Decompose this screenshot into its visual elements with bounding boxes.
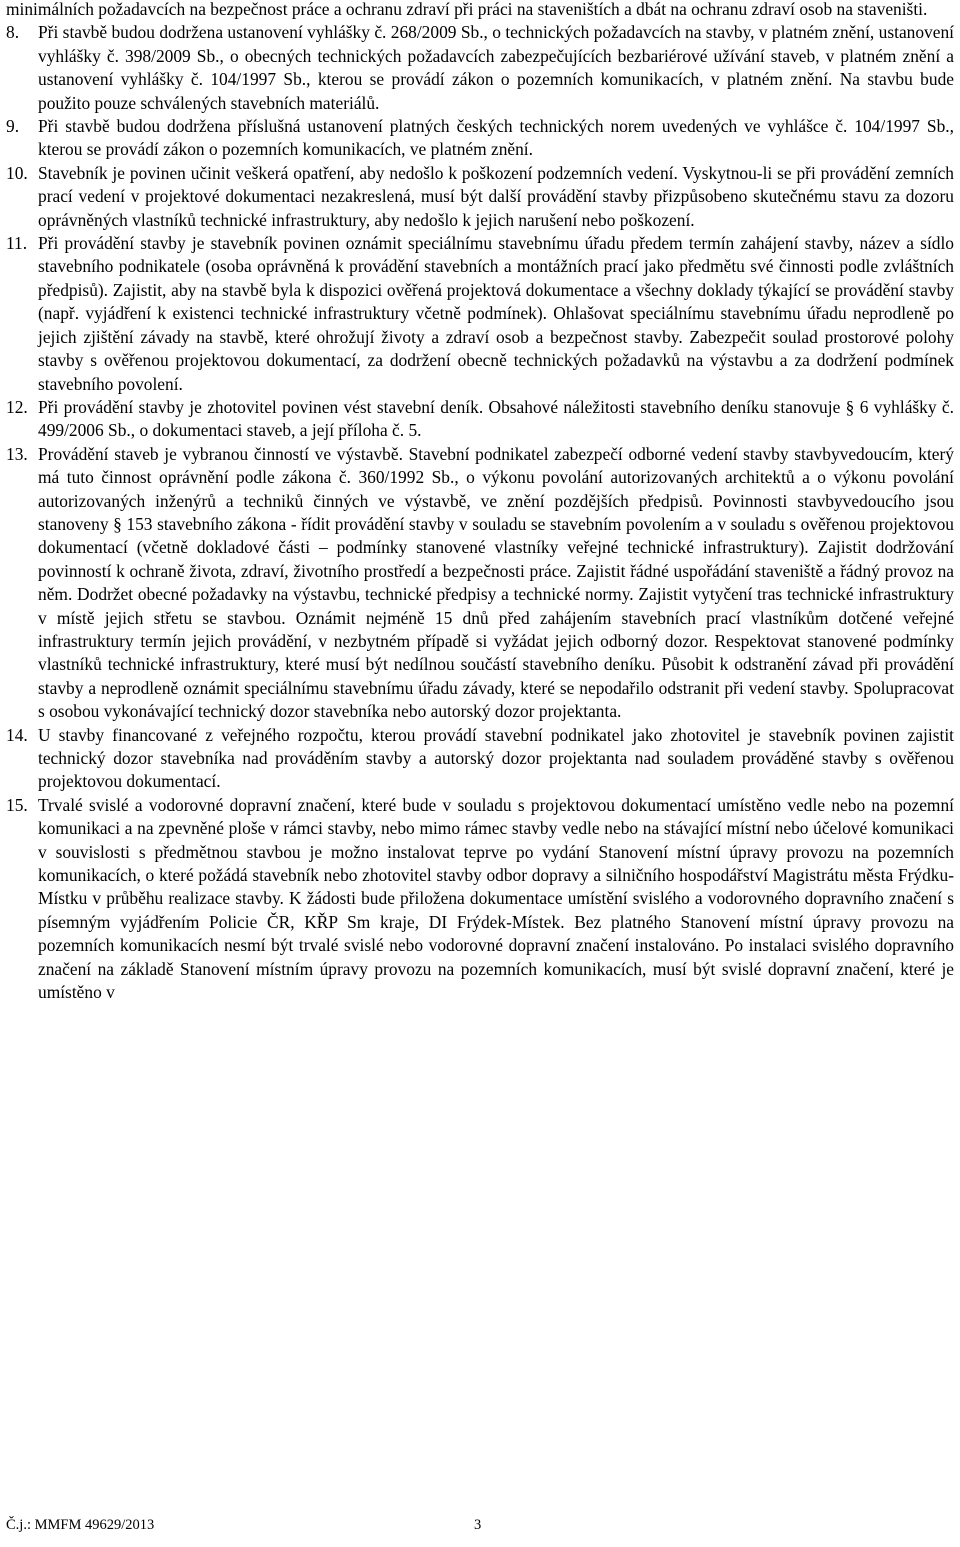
list-item-number: 8. [6, 22, 20, 43]
document-body [6, 0, 954, 1004]
list-item-text: Provádění staveb je vybranou činností ve výstavbě. Stavební podnikatel zabezpečí odborné vedení stavby stavbyvedoucím, který má tuto činnost oprávnění podle zákona č. 360/1992 Sb., o výkonu povolání autorizovaných architektů a o výkonu povolání autorizovaných inženýrů a techniků činných ve výstavbě, ve znění pozdějších předpisů. Povinnosti stavbyvedoucího jsou stanoveny § 153 stavebního zákona - řídit provádění stavby v souladu se stavebním povolením a v souladu s ověřenou projektovou dokumentací (včetně dokladové části – podmínky stanovené vlastníky veřejné technické infrastruktury). Zajistit dodržování povinností k ochraně života, zdraví, životního prostředí a bezpečnosti práce. Zajistit řádné uspořádání staveniště a řádný provoz na něm. Dodržet obecné požadavky na výstavbu, technické předpisy a technické normy. Zajistit vytyčení tras technické infrastruktury v místě jejich střetu se stavbou. Oznámit nejméně 15 dnů před zahájením stavebních prací vlastníkům dotčené veřejné infrastruktury termín jejich provádění, v nezbytném případě si vyžádat jejich odborný dozor. Respektovat stanovené podmínky vlastníků technické infrastruktury, které musí být nedílnou součástí stavebního deníku. Působit k odstranění závad při provádění stavby a neprodleně oznámit speciálnímu stavebnímu úřadu závady, které se nepodařilo odstranit při vedení stavby. Spolupracovat s osobou vykonávající technický dozor stavebníka nebo autorský dozor projektanta. [38, 443, 954, 722]
intro-paragraph: minimálních požadavcích na bezpečnost práce a ochranu zdraví při práci na staveništích a dbát na ochranu zdraví osob na staveništi. [6, 0, 928, 19]
list-item-11 [6, 232, 954, 396]
list-item-number: 15. [6, 794, 28, 815]
list-item-number: 12. [6, 396, 28, 417]
list-item-9 [6, 115, 954, 162]
list-item-text: Trvalé svislé a vodorovné dopravní značení, které bude v souladu s projektovou dokumentací umístěno vedle nebo na pozemní komunikaci a na zpevněné ploše v rámci stavby, nebo mimo rámec stavby vedle nebo na stávající místní nebo účelové komunikaci v souvislosti s předmětnou stavbou je možno instalovat teprve po vydání Stanovení místní úpravy provozu na pozemních komunikacích, o které požádá stavebník nebo zhotovitel stavby odbor dopravy a silničního hospodářství Magistrátu města Frýdku-Místku v průběhu realizace stavby. K žádosti bude přiložena dokumentace umístění svislého a vodorovného dopravního značení s písemným vyjádřením Policie ČR, KŘP Sm kraje, DI Frýdek-Místek. Bez platného Stanovení místní úpravy provozu na pozemních komunikacích nesmí být trvalé svislé nebo vodorovné dopravní značení instalováno. Po instalaci svislého dopravního značení na základě Stanovení místním úpravy provozu na pozemních komunikacích, musí být svislé dopravní značení, které je umístěno v [38, 794, 954, 1003]
list-item-14 [6, 724, 954, 794]
list-item-text: Stavebník je povinen učinit veškerá opatření, aby nedošlo k poškození podzemních vedení. Vyskytnou-li se při provádění zemních prací vedení v projektové dokumentaci nezakreslená, musí být další provádění stavby přizpůsobeno skutečnému stavu za dozoru oprávněných vlastníků technické infrastruktury, aby nedošlo k jejich narušení nebo poškození. [38, 162, 954, 230]
list-item-text: Při stavbě budou dodržena ustanovení vyhlášky č. 268/2009 Sb., o technických požadavcích na stavby, v platném znění, ustanovení vyhlášky č. 398/2009 Sb., o obecných technických požadavcích zabezpečujících bezbariérové užívání staveb, v platném znění a ustanovení vyhlášky č. 104/1997 Sb., kterou se provádí zákon o pozemních komunikacích, v platném znění. Na stavbu bude použito pouze schválených stavebních materiálů. [38, 22, 954, 113]
reference-number: Č.j.: MMFM 49629/2013 [6, 1517, 155, 1533]
list-item-8 [6, 21, 954, 115]
list-item-number: 14. [6, 724, 28, 745]
list-item-text: U stavby financované z veřejného rozpočtu, kterou provádí stavební podnikatel jako zhotovitel je stavebník povinen zajistit technický dozor stavebníka nad prováděním stavby a autorský dozor projektanta nad souladem prováděné stavby s ověřenou projektovou dokumentací. [38, 724, 954, 792]
list-item-text: Při stavbě budou dodržena příslušná ustanovení platných českých technických norem uvedených ve vyhlášce č. 104/1997 Sb., kterou se provádí zákon o pozemních komunikacích, ve platném znění. [38, 116, 954, 160]
list-item-13 [6, 443, 954, 724]
list-item-10 [6, 162, 954, 232]
list-item-number: 9. [6, 116, 20, 137]
list-item-number: 11. [6, 233, 28, 254]
page-number: 3 [474, 1517, 482, 1533]
list-item-12 [6, 396, 954, 443]
list-item-text: Při provádění stavby je zhotovitel povinen vést stavební deník. Obsahové náležitosti stavebního deníku stanovuje § 6 vyhlášky č. 499/2006 Sb., o dokumentaci staveb, a její příloha č. 5. [38, 396, 954, 441]
list-item-text: Při provádění stavby je stavebník povinen oznámit speciálnímu stavebnímu úřadu předem termín zahájení stavby, název a sídlo stavebního podnikatele (osoba oprávněná k provádění stavebních a montážních prací jako předmětu své činnosti podle zvláštních předpisů). Zajistit, aby na stavbě byla k dispozici ověřená projektová dokumentace a všechny doklady týkající se provádění stavby (např. vyjádření k existenci technické infrastruktury včetně podmínek). Ohlašovat speciálnímu stavebnímu úřadu neprodleně po jejich zjištění závady na stavbě, které ohrožují životy a zdraví osob a bezpečnost stavby. Zabezpečit soulad prostorové polohy stavby s ověřenou projektovou dokumentací, za dodržení obecně technických požadavků na výstavbu a za dodržení podmínek stavebního povolení. [38, 233, 954, 394]
list-item-number: 10. [6, 162, 28, 183]
list-item-15 [6, 794, 954, 1005]
list-item-number: 13. [6, 443, 28, 464]
